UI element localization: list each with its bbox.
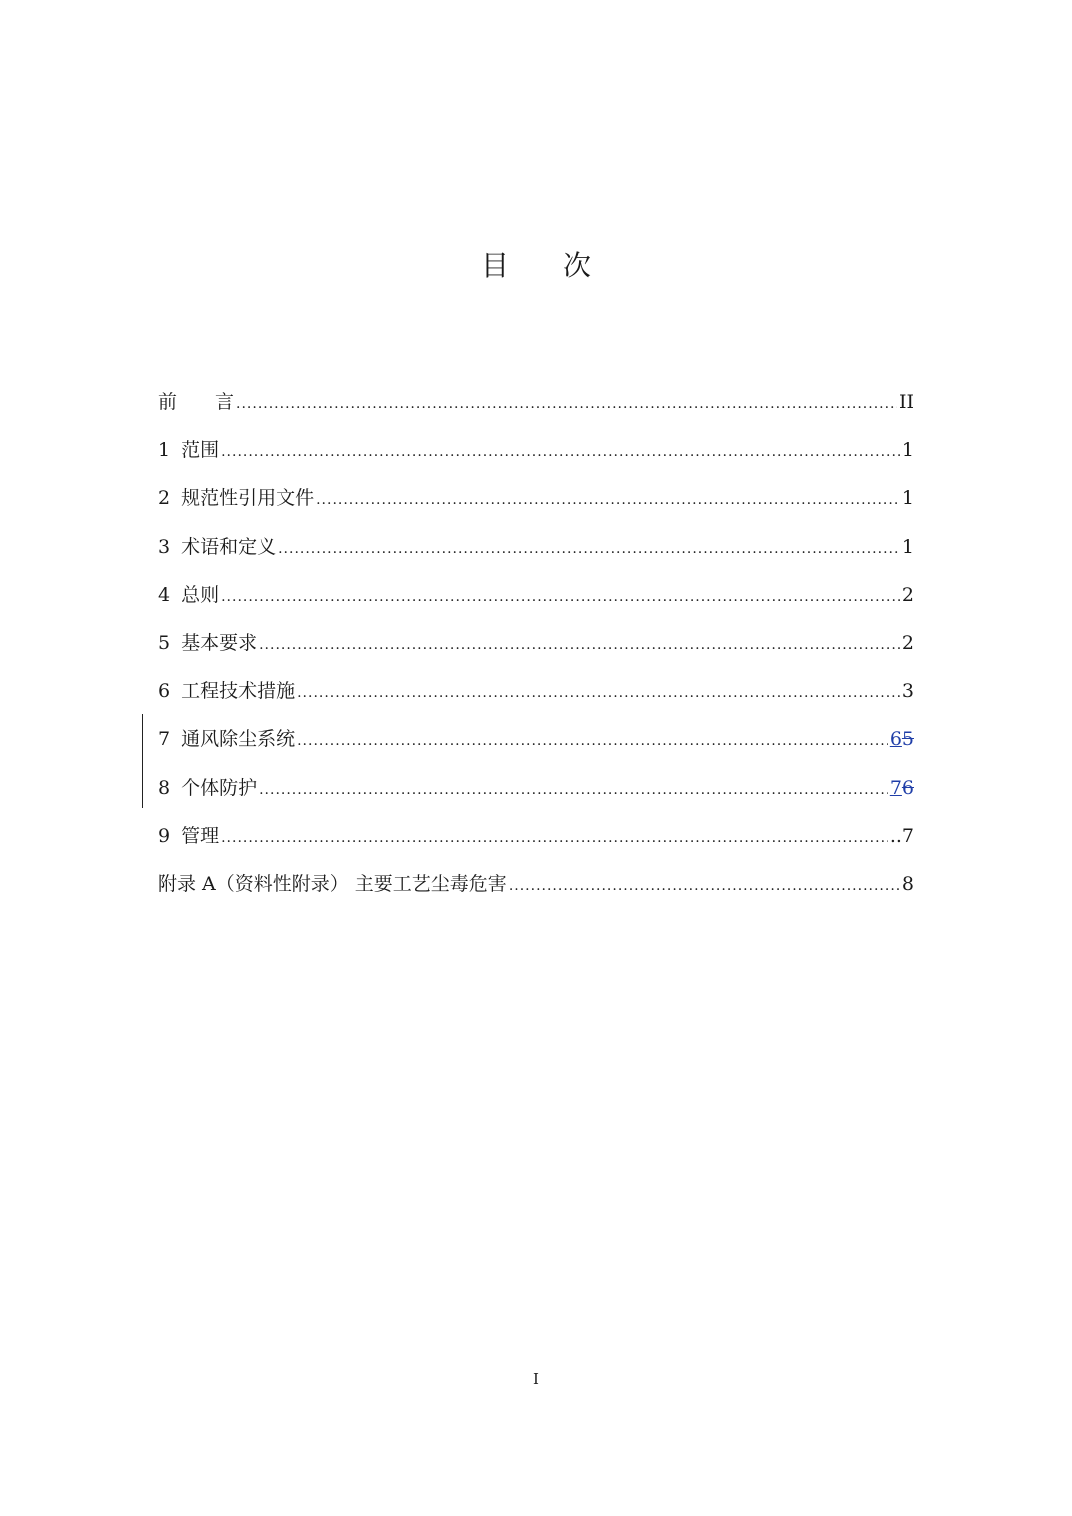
toc-entry-label [158,386,234,418]
toc-dot-leader [236,388,897,420]
toc-entry-label [158,723,295,755]
toc-entry-page: 1 [901,487,914,510]
toc-entry-1[interactable] [158,434,914,482]
toc-entry-title: 基本要求 [181,631,258,654]
toc-entry-label [158,868,507,900]
toc-entry-page: 1 [901,535,914,558]
toc-entry-page: 8 [901,872,914,895]
toc-entry-title: 规范性引用文件 [181,487,315,510]
toc-entry-9[interactable] [158,820,914,868]
toc-entry-number: 8 [158,776,171,799]
toc-entry-number: 1 [158,439,171,462]
toc-entry-number: 3 [158,535,171,558]
toc-entry-title: 工程技术措施 [181,680,296,703]
revision-deleted-page: 6 [901,776,914,799]
toc-entry-label [158,675,295,707]
toc-entry-page: II [898,391,914,413]
toc-entry-title: 通风除尘系统 [181,728,296,751]
toc-entry-title: 管理 [181,824,220,847]
toc-entry-number: 9 [158,824,171,847]
toc-entry-label [158,531,276,563]
page-number: I [533,1370,539,1388]
toc-dot-leader [278,533,900,565]
toc-entry-page: 2 [901,631,914,654]
toc-entry-title: 附录 A（资料性附录） 主要工艺尘毒危害 [158,872,507,895]
toc-entry-page: 3 [901,680,914,703]
revision-deleted-page: 5 [901,728,914,751]
toc-entry-label [158,482,314,514]
toc-entry-title: 范围 [181,439,220,462]
toc-entry-title: 总则 [181,583,220,606]
toc-dot-leader [316,484,900,516]
toc-entry-4[interactable] [158,579,914,627]
toc-entry-number: 2 [158,487,171,510]
toc-dot-leader [259,774,888,806]
toc-entry-number: 7 [158,728,171,751]
toc-entry-page [890,723,914,755]
toc-entry-number: 6 [158,680,171,703]
toc-dot-leader [221,436,900,468]
toc-entry-number: 5 [158,631,171,654]
toc-entry-2[interactable] [158,482,914,530]
toc-entry-foreword[interactable] [158,386,914,434]
toc-dot-leader [509,870,900,902]
toc-entry-page [890,772,914,804]
toc-dot-leader [297,677,900,709]
toc-entry-number: 4 [158,583,171,606]
toc-heading-char-1: 目 [480,249,509,282]
toc-entry-page: 1 [901,439,914,462]
toc-entry-title: 术语和定义 [181,535,277,558]
toc-dot-leader [221,581,900,613]
toc-entry-7[interactable] [158,723,914,771]
revision-inserted-page: 6 [889,728,902,751]
table-of-contents [158,386,914,916]
toc-entry-label [158,579,219,611]
toc-entry-label [158,434,219,466]
toc-dot-leader [259,629,900,661]
toc-entry-5[interactable] [158,627,914,675]
revision-change-bar [142,714,143,808]
toc-entry-label [158,627,257,659]
revision-inserted-page: 7 [889,776,902,799]
toc-entry-8[interactable] [158,772,914,820]
toc-entry-label [158,772,257,804]
toc-heading-char-2: 次 [563,249,592,282]
toc-dot-leader [221,822,888,854]
toc-entry-page: ..7 [889,824,914,847]
toc-heading [0,244,1072,284]
toc-entry-appendix-a[interactable] [158,868,914,916]
toc-entry-6[interactable] [158,675,914,723]
toc-entry-3[interactable] [158,531,914,579]
toc-dot-leader [297,725,888,757]
toc-entry-page: 2 [901,583,914,606]
toc-entry-title: 前 言 [158,391,235,413]
toc-entry-title: 个体防护 [181,776,258,799]
toc-entry-label [158,820,219,852]
